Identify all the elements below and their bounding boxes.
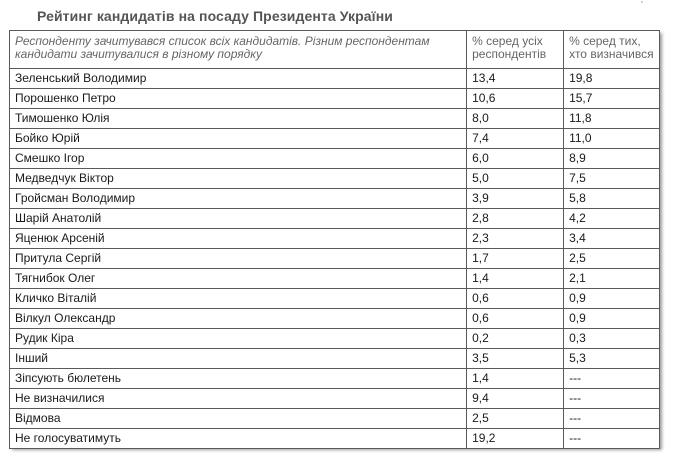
pct-decided-cell: 2,1 — [564, 269, 660, 289]
pct-decided-cell: --- — [564, 429, 660, 449]
header-pct-all: % серед усіх респондентів — [467, 31, 564, 69]
table-row — [10, 209, 660, 229]
header-intro: Респонденту зачитувався список всіх кандидатів. Різним респондентам кандидати зачитувалися в різному порядку — [10, 31, 467, 69]
pct-all-cell: 10,6 — [467, 89, 564, 109]
pct-decided-cell: 15,7 — [564, 89, 660, 109]
pct-decided-cell: 11,0 — [564, 129, 660, 149]
table-row — [10, 269, 660, 289]
pct-decided-cell: 3,4 — [564, 229, 660, 249]
pct-decided-cell: 2,5 — [564, 249, 660, 269]
pct-decided-cell: --- — [564, 409, 660, 429]
table-row — [10, 409, 660, 429]
table-body — [10, 69, 660, 449]
pct-decided-cell: 0,9 — [564, 289, 660, 309]
table-row — [10, 129, 660, 149]
candidate-name-cell: Не голосуватимуть — [10, 429, 467, 449]
pct-all-cell: 1,4 — [467, 369, 564, 389]
table-row — [10, 149, 660, 169]
pct-decided-cell: 7,5 — [564, 169, 660, 189]
corner-mark: ' — [641, 0, 643, 11]
table-row — [10, 389, 660, 409]
pct-decided-cell: 5,8 — [564, 189, 660, 209]
table-row — [10, 289, 660, 309]
candidates-rating-table — [9, 30, 660, 449]
pct-decided-cell: 4,2 — [564, 209, 660, 229]
table-row — [10, 329, 660, 349]
candidate-name-cell: Гройсман Володимир — [10, 189, 467, 209]
candidate-name-cell: Інший — [10, 349, 467, 369]
pct-all-cell: 7,4 — [467, 129, 564, 149]
pct-all-cell: 9,4 — [467, 389, 564, 409]
table-row — [10, 69, 660, 89]
table-header — [10, 31, 660, 69]
pct-decided-cell: 0,3 — [564, 329, 660, 349]
candidate-name-cell: Вілкул Олександр — [10, 309, 467, 329]
table-row — [10, 369, 660, 389]
candidate-name-cell: Притула Сергій — [10, 249, 467, 269]
candidate-name-cell: Рудик Кіра — [10, 329, 467, 349]
pct-decided-cell: --- — [564, 389, 660, 409]
pct-all-cell: 0,6 — [467, 309, 564, 329]
table-row — [10, 169, 660, 189]
pct-all-cell: 6,0 — [467, 149, 564, 169]
pct-all-cell: 1,7 — [467, 249, 564, 269]
candidate-name-cell: Смешко Ігор — [10, 149, 467, 169]
table-row — [10, 249, 660, 269]
header-pct-decided: % серед тих, хто визначився — [564, 31, 660, 69]
table-header-row — [10, 31, 660, 69]
table-row — [10, 429, 660, 449]
pct-all-cell: 3,9 — [467, 189, 564, 209]
candidate-name-cell: Медведчук Віктор — [10, 169, 467, 189]
pct-decided-cell: 5,3 — [564, 349, 660, 369]
pct-decided-cell: 11,8 — [564, 109, 660, 129]
candidate-name-cell: Яценюк Арсеній — [10, 229, 467, 249]
pct-all-cell: 8,0 — [467, 109, 564, 129]
candidate-name-cell: Зіпсують бюлетень — [10, 369, 467, 389]
pct-all-cell: 2,8 — [467, 209, 564, 229]
pct-decided-cell: 0,9 — [564, 309, 660, 329]
candidate-name-cell: Бойко Юрій — [10, 129, 467, 149]
table-row — [10, 309, 660, 329]
pct-all-cell: 0,6 — [467, 289, 564, 309]
pct-decided-cell: 19,8 — [564, 69, 660, 89]
pct-all-cell: 5,0 — [467, 169, 564, 189]
page-title: Рейтинг кандидатів на посаду Президента України — [37, 8, 393, 24]
table-row — [10, 189, 660, 209]
candidate-name-cell: Тягнибок Олег — [10, 269, 467, 289]
table-row — [10, 109, 660, 129]
candidate-name-cell: Зеленський Володимир — [10, 69, 467, 89]
pct-all-cell: 3,5 — [467, 349, 564, 369]
pct-decided-cell: 8,9 — [564, 149, 660, 169]
table-row — [10, 89, 660, 109]
candidate-name-cell: Відмова — [10, 409, 467, 429]
candidate-name-cell: Кличко Віталій — [10, 289, 467, 309]
pct-all-cell: 1,4 — [467, 269, 564, 289]
pct-all-cell: 2,5 — [467, 409, 564, 429]
pct-all-cell: 19,2 — [467, 429, 564, 449]
pct-all-cell: 2,3 — [467, 229, 564, 249]
candidate-name-cell: Шарій Анатолій — [10, 209, 467, 229]
candidate-name-cell: Порошенко Петро — [10, 89, 467, 109]
candidate-name-cell: Не визначилися — [10, 389, 467, 409]
table-row — [10, 349, 660, 369]
table-row — [10, 229, 660, 249]
pct-all-cell: 13,4 — [467, 69, 564, 89]
pct-decided-cell: --- — [564, 369, 660, 389]
candidate-name-cell: Тимошенко Юлія — [10, 109, 467, 129]
pct-all-cell: 0,2 — [467, 329, 564, 349]
